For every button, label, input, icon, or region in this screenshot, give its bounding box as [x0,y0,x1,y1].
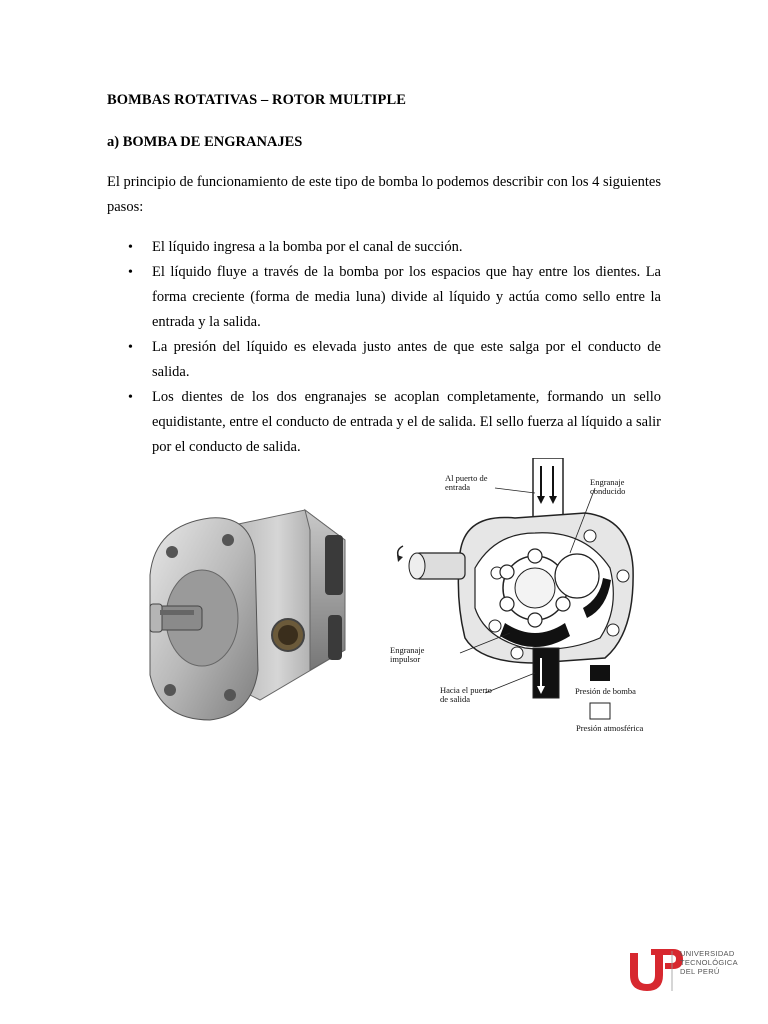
list-item [107,235,661,260]
list-item [107,260,661,335]
legend-label-pump: Presión de bomba [575,686,636,696]
intro-paragraph: El principio de funcionamiento de este tipo de bomba lo podemos describir con los 4 siguientes pasos: [107,174,661,215]
list-item-text: El líquido fluye a través de la bomba por los espacios que hay entre los dientes. La forma creciente (forma de media luna) divide al líquido y actúa como sello entre la entrada y la salida. [152,264,661,330]
label-drive-line2: impulsor [390,654,421,664]
label-inlet-line1: Al puerto de [445,473,488,483]
legend-swatch-atm [590,703,610,719]
list-item-text: El líquido ingresa a la bomba por el canal de succión. [152,239,463,255]
legend-swatch-pump [590,665,610,681]
bullet-icon: • [128,265,133,280]
steps-list [107,235,661,460]
label-drive-line1: Engranaje [390,645,425,655]
list-item [107,385,661,460]
list-item-text: La presión del líquido es elevada justo antes de que este salga por el conducto de salida. [152,339,661,380]
diagram-drawing [385,458,660,738]
logo-line3: DEL PERÚ [680,967,720,976]
label-driven-gear [590,478,625,496]
label-inlet [445,474,488,492]
label-driven-line2: conducido [590,486,626,496]
label-drive-gear [390,646,424,664]
label-inlet-line2: entrada [445,482,471,492]
bullet-icon: • [128,340,133,355]
label-outlet-line1: Hacia el puerto [440,685,492,695]
utp-logo-text [680,949,738,976]
label-outlet-line2: de salida [440,694,470,704]
label-driven-line1: Engranaje [590,477,625,487]
label-outlet [440,686,492,704]
gear-pump-photo [140,500,360,725]
section-heading: a) BOMBA DE ENGRANAJES [107,134,303,150]
list-item-text: Los dientes de los dos engranajes se acoplan completamente, formando un sello equidistante, entre el conducto de entrada y el de salida. El sello fuerza al líquido a salir por el conducto de salida. [152,389,661,455]
gear-pump-diagram [385,458,660,738]
legend-label-atm: Presión atmosférica [576,723,644,733]
logo-line1: UNIVERSIDAD [680,949,735,958]
bullet-icon: • [128,390,133,405]
page-title: BOMBAS ROTATIVAS – ROTOR MULTIPLE [107,92,407,108]
list-item [107,335,661,385]
logo-line2: TECNOLÓGICA [680,958,738,967]
bullet-icon: • [128,240,133,255]
